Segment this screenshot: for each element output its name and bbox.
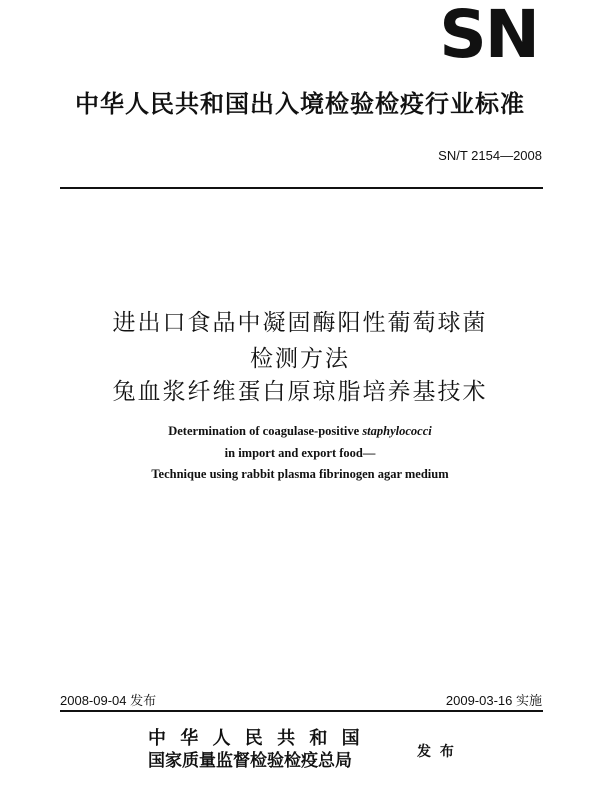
issuer-country: 中 华 人 民 共 和 国 (148, 728, 364, 749)
english-title-line-2: in import and export food— (224, 446, 376, 460)
chinese-title-line-2: 检测方法 (250, 346, 350, 372)
english-title-line-3: Technique using rabbit plasma fibrinogen agar medium (151, 467, 449, 481)
english-title-line-1 (0, 424, 600, 439)
issued-label: 发 布 (417, 744, 456, 760)
english-title-italic-term: staphylococci (362, 424, 432, 438)
english-title-line-1-text: Determination of coagulase-positive (168, 424, 363, 438)
issuer-agency: 国家质量监督检验检疫总局 (148, 751, 352, 771)
standard-category-title: 中华人民共和国出入境检验检疫行业标准 (75, 90, 525, 118)
bottom-divider (60, 710, 543, 712)
chinese-title-line-3: 兔血浆纤维蛋白原琼脂培养基技术 (112, 379, 488, 405)
issue-date: 2008-09-04 发布 (60, 693, 157, 708)
sn-logo: SN (439, 0, 538, 73)
standard-code: SN/T 2154—2008 (438, 148, 542, 163)
implementation-date: 2009-03-16 实施 (445, 693, 542, 708)
top-divider (60, 187, 543, 189)
chinese-title-line-1: 进出口食品中凝固酶阳性葡萄球菌 (112, 310, 488, 336)
